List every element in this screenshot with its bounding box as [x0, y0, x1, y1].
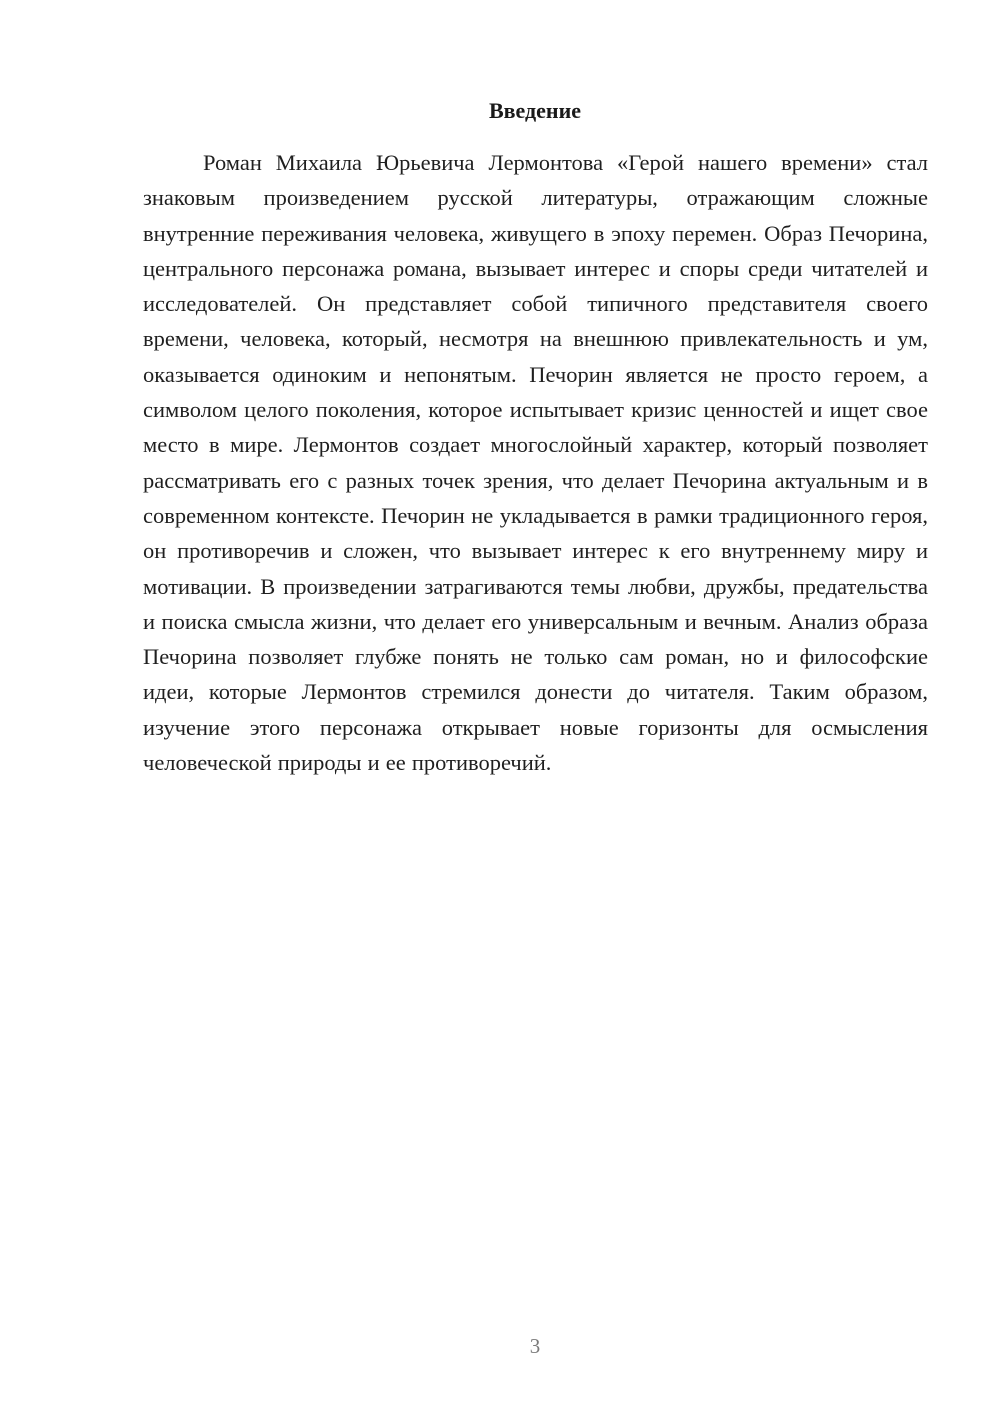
section-title: Введение: [488, 98, 582, 123]
page-number: 3: [529, 1334, 541, 1358]
body-paragraph: Роман Михаила Юрьевича Лермонтова «Герой нашего времени» стал знаковым произведением русской литературы, отражающим сложные внутренние переживания человека, живущего в эпоху перемен. Образ Печорина, центрального персонажа романа, вызывает интерес и споры среди читателей и исследователей. Он представляет собой типичного представителя своего времени, человека, который, несмотря на внешнюю привлекательность и ум, оказывается одиноким и непонятым. Печорин является не просто героем, а символом целого поколения, которое испытывает кризис ценностей и ищет свое место в мире. Лермонтов создает многослойный характер, который позволяет рассматривать его с разных точек зрения, что делает Печорина актуальным и в современном контексте. Печорин не укладывается в рамки традиционного героя, он противоречив и сложен, что вызывает интерес к его внутреннему миру и мотивации. В произведении затрагиваются темы любви, дружбы, предательства и поиска смысла жизни, что делает его универсальным и вечным. Анализ образа Печорина позволяет глубже понять не только сам роман, но и философские идеи, которые Лермонтов стремился донести до читателя. Таким образом, изучение этого персонажа открывает новые горизонты для осмысления человеческой природы и ее противоречий.: [143, 150, 928, 776]
